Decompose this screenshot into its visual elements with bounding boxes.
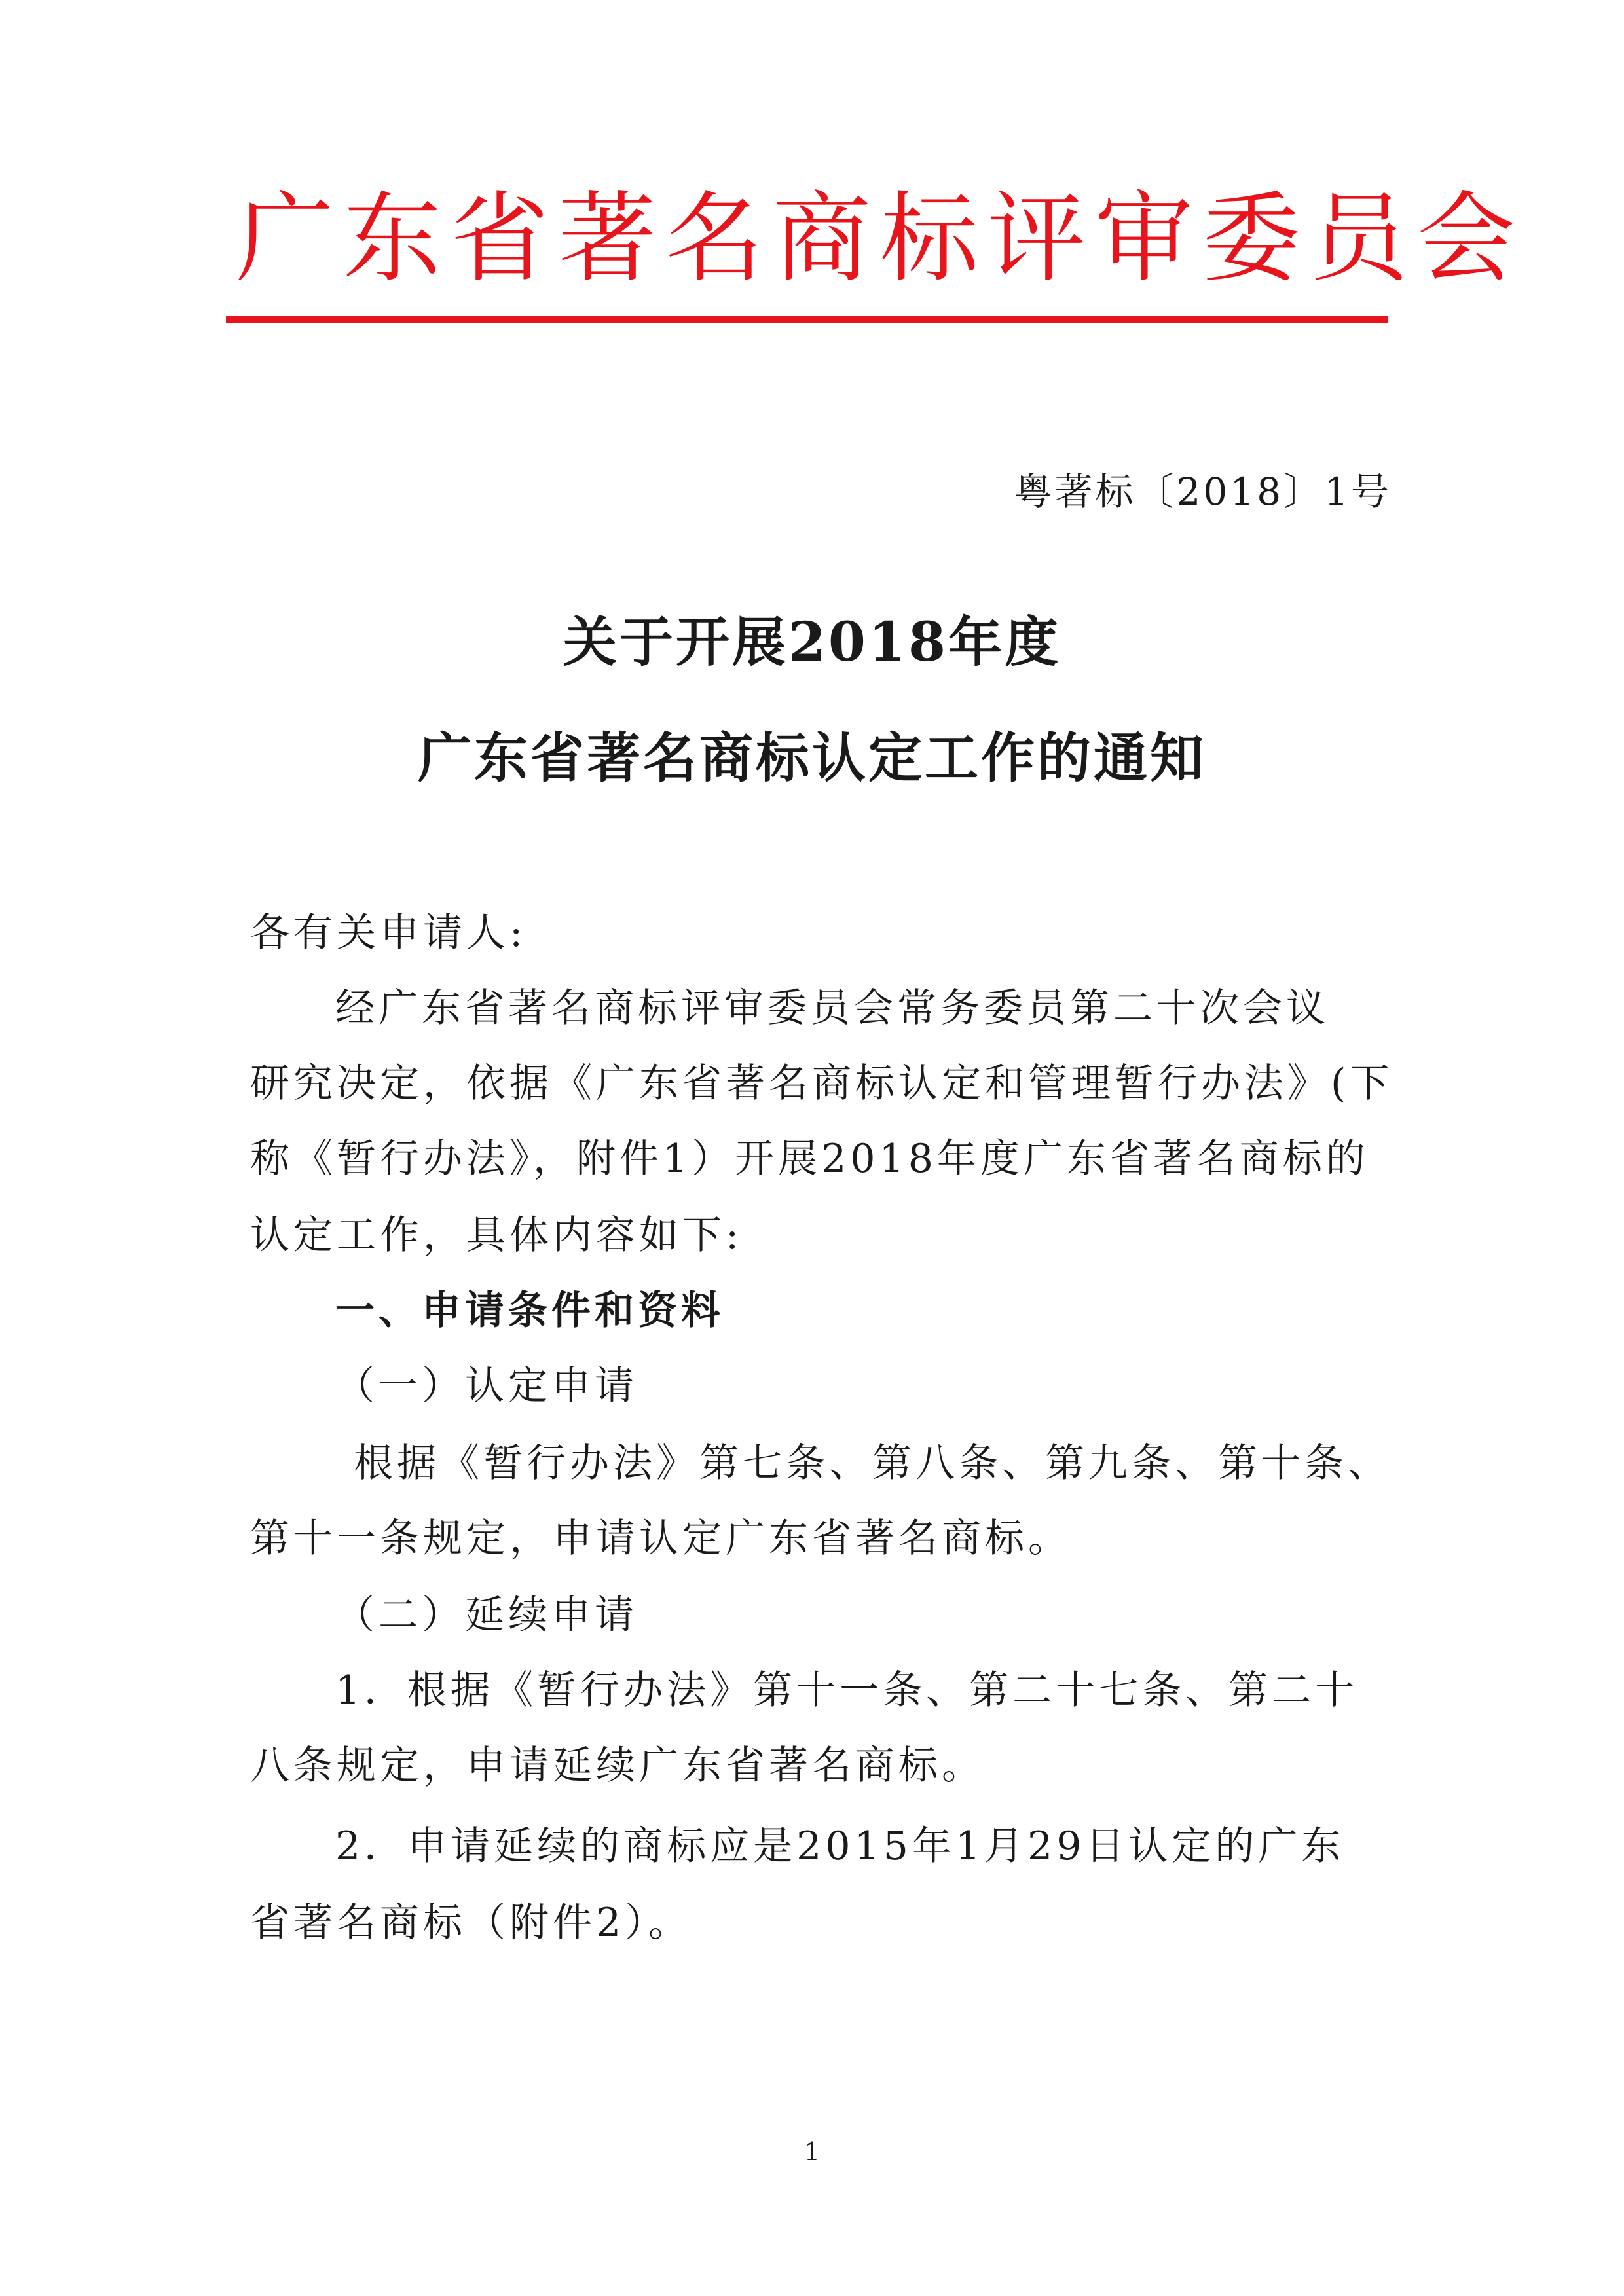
item-2-line-1: 2．申请延续的商标应是2015年1月29日认定的广东 [335,1823,1345,1869]
section-1-heading: 一、申请条件和资料 [335,1288,724,1334]
item-1-line-2: 八条规定，申请延续广东省著名商标。 [250,1743,985,1789]
document-title-line-1: 关于开展2018年度 [563,611,1061,674]
item-1-line-1: 1．根据《暂行办法》第十一条、第二十七条、第二十 [335,1667,1359,1713]
subsection-2-heading: （二）延续申请 [335,1592,638,1638]
letterhead-rule [226,316,1388,323]
document-title-line-2: 广东省著名商标认定工作的通知 [417,727,1206,790]
salutation: 各有关申请人: [250,910,527,956]
subsection-1-heading: （一）认定申请 [335,1363,638,1409]
letterhead-title: 广东省著名商标评审委员会 [236,182,1525,296]
subsection-1-line-1: 根据《暂行办法》第七条、第八条、第九条、第十条、 [354,1440,1391,1486]
intro-line-2: 研究决定，依据《广东省著名商标认定和管理暂行办法》(下 [250,1061,1393,1106]
subsection-1-line-2: 第十一条规定，申请认定广东省著名商标。 [250,1516,1071,1561]
intro-line-4: 认定工作，具体内容如下: [250,1212,743,1258]
item-2-line-2: 省著名商标（附件2）。 [250,1900,692,1946]
page-number: 1 [803,2138,821,2166]
intro-line-3: 称《暂行办法》，附件1）开展2018年度广东省著名商标的 [250,1136,1369,1182]
document-number: 粤著标〔2018〕1号 [1014,469,1392,514]
intro-line-1: 经广东省著名商标评审委员会常务委员第二十次会议 [335,985,1329,1031]
